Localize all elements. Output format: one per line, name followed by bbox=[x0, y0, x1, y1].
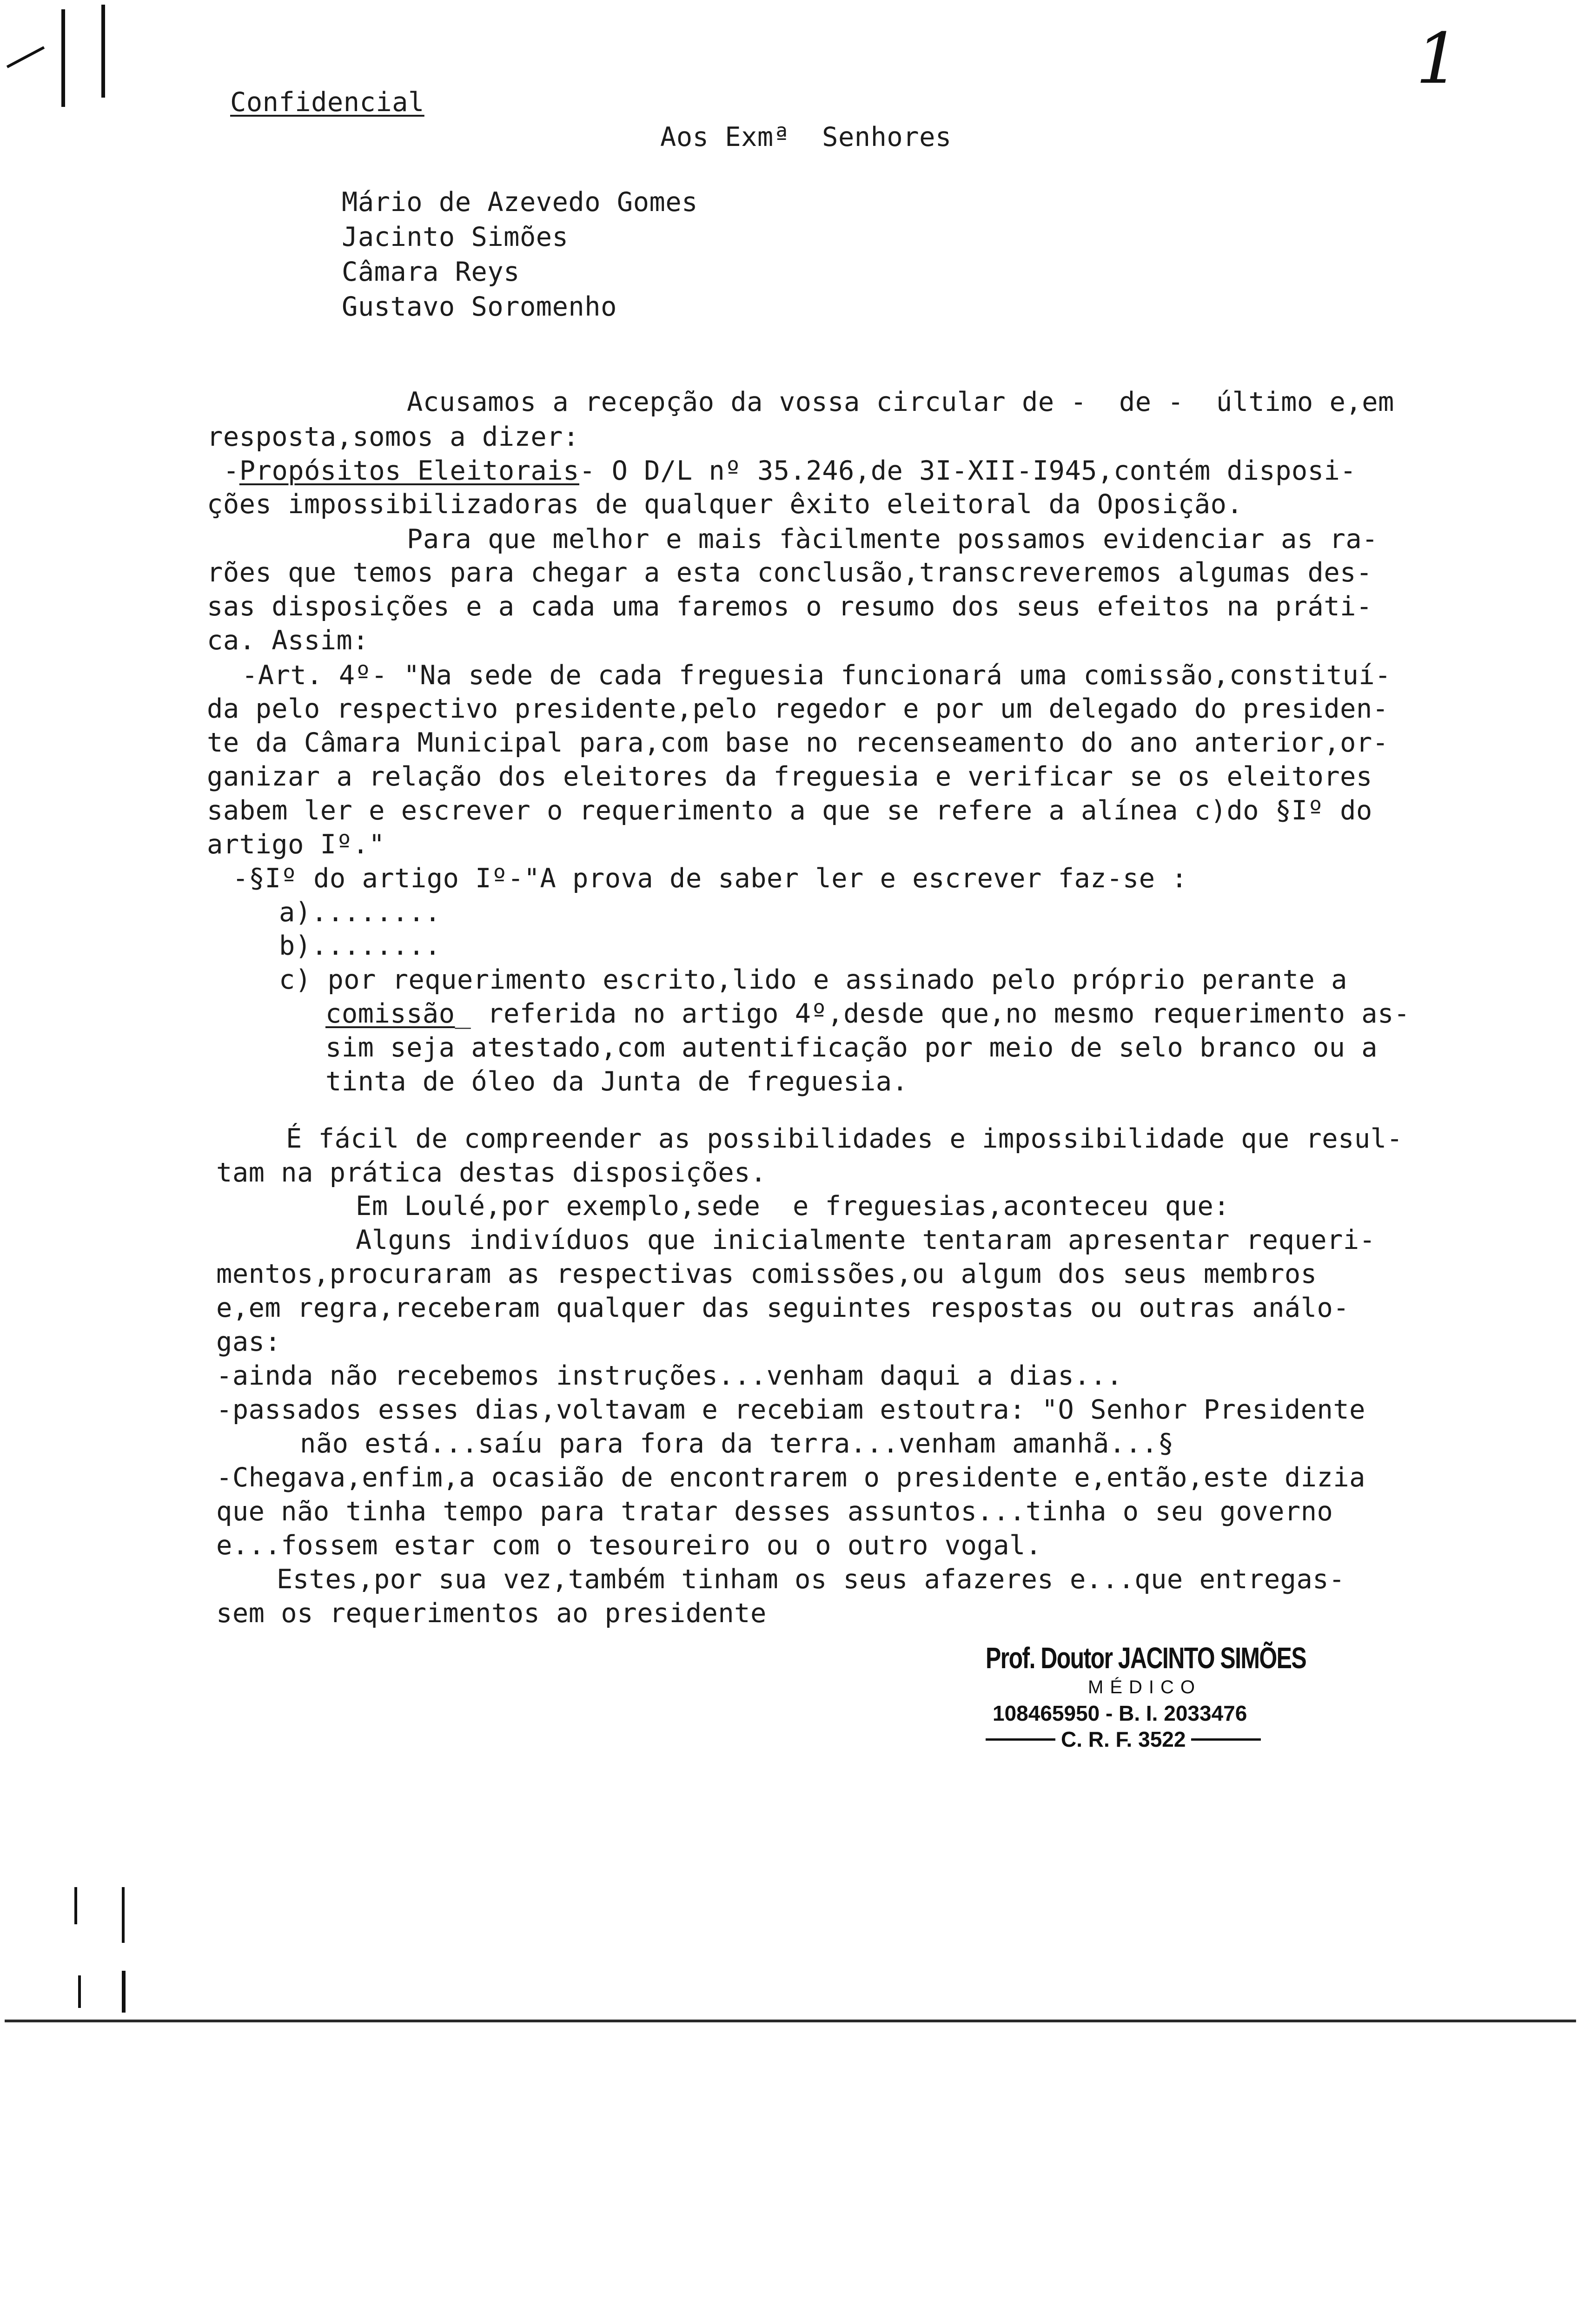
body-line: Para que melhor e mais fàcilmente possamos evidenciar as ra- bbox=[407, 524, 1378, 555]
list-item: sim seja atestado,com autentificação por meio de selo branco ou a bbox=[325, 1032, 1378, 1063]
stamp-ids: 108465950 - B. I. 2033476 bbox=[993, 1701, 1247, 1725]
underlined-word: comissão bbox=[325, 998, 455, 1029]
body-line: rões que temos para chegar a esta conclusão,transcreveremos algumas des- bbox=[207, 557, 1372, 588]
stamp-crf-text: C. R. F. 3522 bbox=[1061, 1727, 1186, 1751]
body-line: sabem ler e escrever o requerimento a que se refere a alínea c)do §Iº do bbox=[207, 795, 1372, 826]
list-item: b)........ bbox=[279, 931, 441, 961]
margin-mark bbox=[74, 1887, 77, 1924]
body-text: - O D/L nº 35.246,de 3I-XII-I945,contém disposi- bbox=[579, 456, 1357, 486]
list-item: c) por requerimento escrito,lido e assinado pelo próprio perante a bbox=[279, 964, 1347, 995]
confidential-label: Confidencial bbox=[230, 87, 424, 118]
salutation: Aos Exmª Senhores bbox=[660, 122, 952, 152]
body-line: -§Iº do artigo Iº-"A prova de saber ler e escrever faz-se : bbox=[232, 863, 1188, 894]
body-line: Em Loulé,por exemplo,sede e freguesias,aconteceu que: bbox=[356, 1191, 1230, 1221]
body-line: É fácil de compreender as possibilidades e impossibilidade que resul- bbox=[286, 1123, 1403, 1154]
margin-mark bbox=[78, 1975, 81, 2008]
stamp-name: Prof. Doutor JACINTO SIMÕES bbox=[986, 1641, 1306, 1675]
recipient: Mário de Azevedo Gomes bbox=[342, 187, 698, 218]
body-line: mentos,procuraram as respectivas comissões,ou algum dos seus membros bbox=[216, 1259, 1317, 1289]
stamp-role: MÉDICO bbox=[1088, 1677, 1201, 1697]
recipient: Jacinto Simões bbox=[342, 222, 569, 252]
recipient: Câmara Reys bbox=[342, 257, 520, 287]
body-line: ganizar a relação dos eleitores da freguesia e verificar se os eleitores bbox=[207, 761, 1372, 792]
body-line: Acusamos a recepção da vossa circular de - de - último e,em bbox=[407, 387, 1394, 417]
body-line: -Art. 4º- "Na sede de cada freguesia funcionará uma comissão,constituí- bbox=[242, 660, 1391, 691]
body-line: artigo Iº." bbox=[207, 829, 385, 860]
margin-mark bbox=[122, 1971, 126, 2013]
body-line: Alguns indivíduos que inicialmente tentaram apresentar requeri- bbox=[356, 1225, 1376, 1255]
body-line: da pelo respectivo presidente,pelo regedor e por um delegado do presiden- bbox=[207, 693, 1389, 724]
list-item: a)........ bbox=[279, 897, 441, 928]
section-heading: Propósitos Eleitorais bbox=[239, 456, 579, 486]
body-line: sas disposições e a cada uma faremos o resumo dos seus efeitos na práti- bbox=[207, 591, 1372, 622]
body-line: que não tinha tempo para tratar desses assuntos...tinha o seu governo bbox=[216, 1496, 1333, 1527]
list-item: tinta de óleo da Junta de freguesia. bbox=[325, 1066, 908, 1097]
stamp-rule bbox=[1191, 1738, 1261, 1741]
body-line bbox=[223, 455, 1356, 487]
recipient: Gustavo Soromenho bbox=[342, 291, 617, 322]
body-line: resposta,somos a dizer: bbox=[207, 422, 579, 452]
body-line: e...fossem estar com o tesoureiro ou o outro vogal. bbox=[216, 1530, 1042, 1561]
margin-mark bbox=[61, 9, 65, 107]
doctor-stamp bbox=[986, 1641, 1311, 1752]
dash: - bbox=[223, 456, 239, 486]
body-text: _ referida no artigo 4º,desde que,no mesmo requerimento as- bbox=[455, 998, 1410, 1029]
body-line: gas: bbox=[216, 1327, 281, 1357]
margin-mark bbox=[7, 46, 45, 68]
body-line: sem os requerimentos ao presidente bbox=[216, 1598, 767, 1629]
body-line: te da Câmara Municipal para,com base no recenseamento do ano anterior,or- bbox=[207, 727, 1389, 758]
body-line: -passados esses dias,voltavam e recebiam estoutra: "O Senhor Presidente bbox=[216, 1394, 1365, 1425]
body-line: -ainda não recebemos instruções...venham daqui a dias... bbox=[216, 1360, 1123, 1391]
stamp-rule bbox=[986, 1738, 1055, 1741]
body-line: -Chegava,enfim,a ocasião de encontrarem o presidente e,então,este dizia bbox=[216, 1462, 1365, 1493]
margin-mark bbox=[101, 5, 105, 98]
body-line: Estes,por sua vez,também tinham os seus afazeres e...que entregas- bbox=[277, 1564, 1345, 1595]
body-line: ções impossibilizadoras de qualquer êxito eleitoral da Oposição. bbox=[207, 489, 1243, 520]
body-line: ca. Assim: bbox=[207, 625, 369, 656]
page-edge bbox=[5, 2020, 1576, 2022]
body-line: e,em regra,receberam qualquer das seguintes respostas ou outras análo- bbox=[216, 1293, 1350, 1323]
body-line: não está...saíu para fora da terra...venham amanhã...§ bbox=[300, 1428, 1174, 1459]
page-number: 1 bbox=[1416, 19, 1460, 99]
stamp-crf bbox=[986, 1727, 1311, 1752]
list-item bbox=[325, 997, 1410, 1030]
margin-mark bbox=[122, 1887, 125, 1943]
body-line: tam na prática destas disposições. bbox=[216, 1157, 767, 1188]
